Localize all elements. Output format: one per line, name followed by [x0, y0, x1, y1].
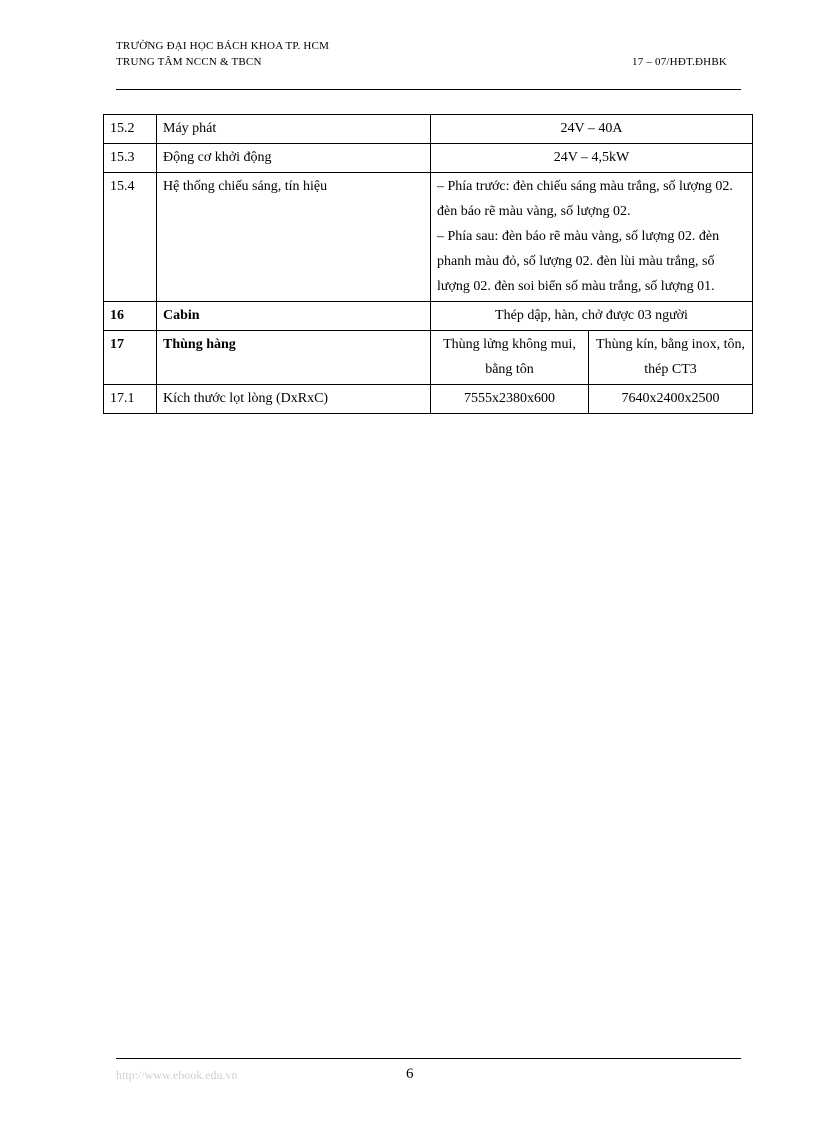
table-row — [104, 144, 753, 173]
footer-url: http://www.ebook.edu.vn — [116, 1068, 238, 1082]
university-name: TRƯỜNG ĐẠI HỌC BÁCH KHOA TP. HCM — [116, 40, 330, 52]
document-code: 17 – 07/HĐT.ĐHBK — [632, 56, 727, 68]
row-number: 16 — [104, 302, 157, 331]
row-label: Thùng hàng — [157, 331, 431, 385]
table-row — [104, 115, 753, 144]
row-value: 24V – 40A — [431, 115, 753, 144]
specification-table — [103, 114, 753, 414]
row-number: 15.3 — [104, 144, 157, 173]
center-name: TRUNG TÂM NCCN & TBCN — [116, 56, 262, 68]
row-label: Cabin — [157, 302, 431, 331]
row-label: Kích thước lọt lòng (DxRxC) — [157, 385, 431, 414]
front-lights-text: – Phía trước: đèn chiếu sáng màu trắng, số lượng 02. đèn báo rẽ màu vàng, số lượng 02. — [437, 179, 733, 219]
row-value-open-box: Thùng lửng không mui, bằng tôn — [431, 331, 589, 385]
row-value-open-box: 7555x2380x600 — [431, 385, 589, 414]
table-row — [104, 385, 753, 414]
row-label: Máy phát — [157, 115, 431, 144]
row-value — [431, 173, 753, 302]
row-number: 17.1 — [104, 385, 157, 414]
row-label: Hệ thống chiếu sáng, tín hiệu — [157, 173, 431, 302]
row-value: 24V – 4,5kW — [431, 144, 753, 173]
footer-divider — [116, 1058, 741, 1059]
row-value-closed-box: 7640x2400x2500 — [589, 385, 753, 414]
row-number: 15.4 — [104, 173, 157, 302]
row-label: Động cơ khởi động — [157, 144, 431, 173]
page-number: 6 — [406, 1066, 414, 1082]
rear-lights-text: – Phía sau: đèn báo rẽ màu vàng, số lượng 02. đèn phanh màu đỏ, số lượng 02. đèn lùi màu trắng, số lượng 02. đèn soi biển số màu trắng, số lượng 01. — [437, 229, 720, 294]
row-value: Thép dập, hàn, chở được 03 người — [431, 302, 753, 331]
row-number: 17 — [104, 331, 157, 385]
page-header — [116, 38, 741, 70]
table-row — [104, 173, 753, 302]
row-number: 15.2 — [104, 115, 157, 144]
table-row — [104, 331, 753, 385]
header-divider — [116, 89, 741, 90]
row-value-closed-box: Thùng kín, bằng inox, tôn, thép CT3 — [589, 331, 753, 385]
table-row — [104, 302, 753, 331]
